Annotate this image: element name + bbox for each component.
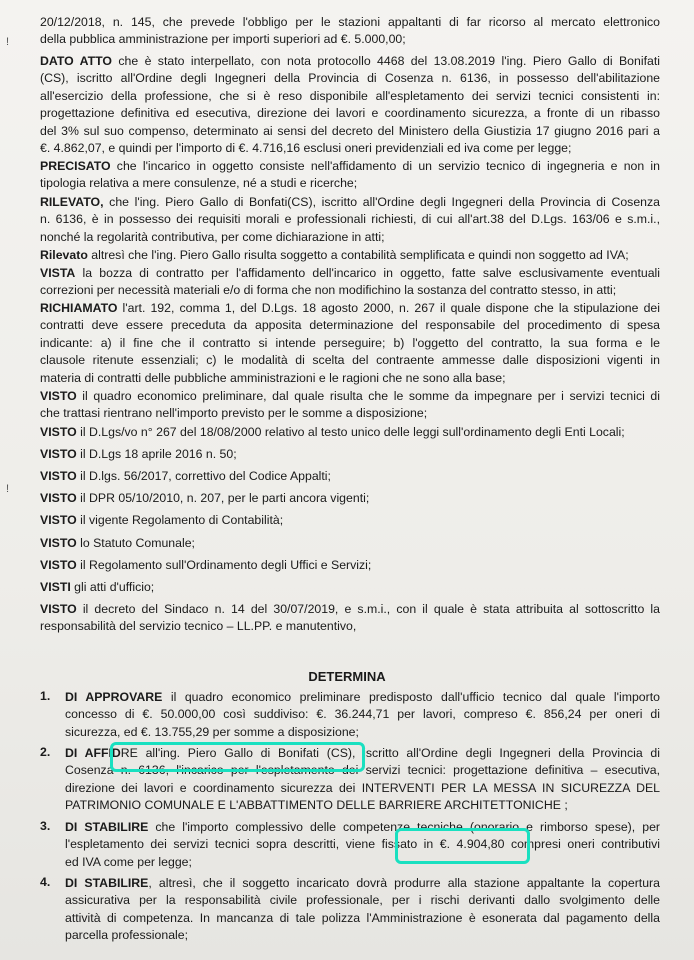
line-text: attività di competenza. In mancanza di tale polizza l'Amministrazione è esonerata dal pagamento della: [65, 910, 660, 925]
text-line: [40, 300, 660, 317]
line-text: contratti deve essere preceduta da apposita determinazione del responsabile del procedimento di spesa: [40, 318, 660, 333]
line-text: il D.Lgs 18 aprile 2016 n. 50;: [76, 447, 237, 461]
lead-keyword: RILEVATO,: [40, 195, 104, 209]
text-line: [40, 405, 660, 422]
item-number: 4.: [40, 875, 51, 889]
paragraph: [40, 424, 660, 441]
line-text: ed IVA come per legge;: [65, 854, 192, 869]
text-line: [65, 706, 660, 723]
line-text: assicurativa per la responsabilità civile professionale, per i rischi derivanti dallo svolgimento delle: [65, 893, 660, 908]
determina-item: [65, 689, 660, 741]
highlight-box-amount: [395, 828, 530, 864]
text-line: [65, 854, 660, 871]
lead-keyword: VISTO: [40, 425, 77, 439]
text-line: [40, 352, 660, 369]
line-text: materia di contratti delle pubbliche amministrazioni e le ragioni che ne sono alla base;: [40, 370, 506, 385]
lead-keyword: VISTO: [40, 447, 77, 461]
text-line: [40, 468, 660, 485]
line-text: RE all'ing. Piero Gallo di Bonifati (CS), iscritto all'Ordine degli Ingegneri della Provincia di: [120, 746, 660, 760]
line-text: della pubblica amministrazione per importi superiori ad €. 5.000,00;: [40, 32, 406, 47]
lead-keyword: DI STABILIRE: [65, 876, 149, 890]
line-text: che l'importo complessivo delle competenze tecniche (onorario e rimborso spese), per: [148, 820, 661, 834]
text-line: [40, 335, 660, 352]
paragraph: [40, 300, 660, 387]
text-line: [65, 780, 660, 797]
lead-keyword: VISTA: [40, 266, 76, 280]
lead-keyword: VISTO: [40, 602, 77, 616]
item-number: 3.: [40, 819, 51, 833]
paragraph: [40, 247, 660, 264]
paragraph: [40, 53, 660, 157]
paragraph: [40, 601, 660, 636]
paragraph: [40, 194, 660, 246]
line-text: n. 6136, è in possesso dei requisiti morali e professionali richiesti, di cui all'art.38 del D.Lgs. 163/06 e s.m.i.,: [40, 212, 660, 227]
item-number: 1.: [40, 689, 51, 703]
line-text: del 3% sul suo compenso, determinato ai sensi del decreto del Ministero della Giustizia 17 giugno 2016 pari a: [40, 123, 660, 138]
paragraph: [40, 512, 660, 529]
lead-keyword: VISTO: [40, 513, 77, 527]
determina-title: DETERMINA: [308, 669, 386, 684]
text-line: [40, 424, 660, 441]
text-line: [40, 140, 660, 157]
line-text: il D.Lgs/vo n° 267 del 18/08/2000 relativo al testo unico delle leggi sull'ordinamento degli Enti Locali;: [76, 425, 625, 439]
line-text: sicurezza, ed €. 13.755,29 per somme a disposizione;: [65, 724, 359, 739]
margin-mark: !: [6, 36, 10, 48]
determina-item: [65, 875, 660, 945]
line-text: il quadro economico preliminare predisposto dall'ufficio tecnico dal quale l'importo: [162, 690, 660, 704]
text-line: [65, 689, 660, 706]
lead-keyword: RICHIAMATO: [40, 301, 118, 315]
lead-keyword: VISTO: [40, 491, 77, 505]
line-text: il quadro economico preliminare, dal quale risulta che le somme da impegnare per i servizi tecnici di: [76, 389, 660, 403]
paragraph: [40, 579, 660, 596]
line-text: altresì che l'ing. Piero Gallo risulta soggetto a contabilità semplificata e quindi non soggetto ad IVA;: [87, 248, 629, 262]
text-line: [65, 875, 660, 892]
lead-keyword: DI AFFID: [65, 746, 121, 760]
text-line: [40, 265, 660, 282]
line-text: l'art. 192, comma 1, del D.Lgs. 18 agosto 2000, n. 267 il quale dispone che la stipulazione dei: [117, 301, 660, 315]
item-number: 2.: [40, 745, 51, 759]
line-text: 20/12/2018, n. 145, che prevede l'obbligo per le stazioni appaltanti di far ricorso al mercato elettronico: [40, 15, 660, 29]
paragraph: [40, 14, 660, 49]
lead-keyword: DI STABILIRE: [65, 820, 149, 834]
highlight-box-affidare: [110, 742, 365, 772]
text-line: [40, 512, 660, 529]
lead-keyword: VISTO: [40, 389, 77, 403]
paragraph: [40, 158, 660, 193]
line-text: nonché la regolarità contributiva, per come dichiarazione in atti;: [40, 229, 385, 244]
text-line: [40, 282, 660, 299]
line-text: parcella professionale;: [65, 928, 189, 943]
line-text: il vigente Regolamento di Contabilità;: [76, 513, 284, 527]
line-text: €. 4.862,07, e quindi per l'importo di €. 4.716,16 esclusi oneri previdenziali ed iva come per legge;: [40, 141, 572, 156]
text-line: [40, 123, 660, 140]
text-line: [40, 211, 660, 228]
paragraph: [40, 490, 660, 507]
lead-keyword: DATO ATTO: [40, 54, 112, 68]
text-line: [40, 247, 660, 264]
line-text: responsabilità del servizio tecnico – LL.PP. e manutentivo,: [40, 619, 357, 634]
line-text: tipologia relativa a mere consulenze, né a studi e ricerche;: [40, 176, 358, 191]
text-line: [65, 910, 660, 927]
paragraph: [40, 446, 660, 463]
text-line: [40, 88, 660, 105]
line-text: il D.lgs. 56/2017, correttivo del Codice Appalti;: [76, 469, 331, 483]
text-line: [40, 446, 660, 463]
text-line: [40, 579, 660, 596]
text-line: [40, 388, 660, 405]
text-line: [65, 892, 660, 909]
line-text: il Regolamento sull'Ordinamento degli Uffici e Servizi;: [76, 558, 372, 572]
line-text: gli atti d'ufficio;: [70, 580, 155, 594]
line-text: che l'incarico in oggetto consiste nell'affidamento di un servizio tecnico di ingegneria e non in: [110, 159, 660, 173]
text-line: [65, 797, 660, 814]
line-text: la bozza di contratto per l'affidamento dell'incarico in oggetto, fatte salve esclusivamente eventuali: [75, 266, 660, 280]
line-text: che è stato interpellato, con nota protocollo 4468 del 13.08.2019 l'ing. Piero Gallo di Bonifati: [111, 54, 660, 68]
text-line: [40, 601, 660, 618]
text-line: [65, 724, 660, 741]
lead-keyword: Rilevato: [40, 248, 88, 262]
paragraph: [40, 535, 660, 552]
line-text: correzioni per necessità materiali e/o di forma che non modifichino la sostanza del contratto stesso, in atti;: [40, 283, 617, 298]
line-text: indicante: a) il fine che il contratto si intende perseguire; b) l'oggetto del contratto, la sua forma e le: [40, 335, 660, 350]
text-line: [40, 175, 660, 192]
text-line: [40, 105, 660, 122]
lead-keyword: VISTO: [40, 536, 77, 550]
text-line: [65, 836, 660, 853]
line-text: il DPR 05/10/2010, n. 207, per le parti ancora vigenti;: [76, 491, 370, 505]
line-text: che l'ing. Piero Gallo di Bonfati(CS), iscritto all'Ordine degli Ingegneri della Provincia di Cosenza: [103, 195, 660, 209]
line-text: Cosenza n. 6136, l'incarico per l'espletamento dei servizi tecnici: progettazione definitiva – esecutiva,: [65, 763, 660, 778]
text-line: [40, 31, 660, 48]
lead-keyword: PRECISATO: [40, 159, 111, 173]
text-line: [40, 158, 660, 175]
lead-keyword: VISTO: [40, 469, 77, 483]
margin-mark: !: [6, 483, 10, 495]
paragraph: [40, 557, 660, 574]
text-line: [40, 229, 660, 246]
line-text: che trattasi rientrano nell'importo previsto per le somme a disposizione;: [40, 406, 428, 421]
text-line: [40, 490, 660, 507]
line-text: all'esercizio della professione, che si è reso disponibile all'espletamento dei servizi tecnici consistenti in:: [40, 88, 660, 103]
line-text: il decreto del Sindaco n. 14 del 30/07/2019, e s.m.i., con il quale è stata attribuita al sottoscritto la: [76, 602, 660, 616]
paragraph: [40, 265, 660, 300]
lead-keyword: DI APPROVARE: [65, 690, 163, 704]
text-line: [65, 819, 660, 836]
text-line: [40, 535, 660, 552]
line-text: progettazione definitiva ed esecutiva, direzione dei lavori e coordinamento sicurezza, a fronte di un ribasso: [40, 106, 660, 121]
line-text: direzione dei lavori e coordinamento sicurezza dei INTERVENTI PER LA MESSA IN SICUREZZA DEL: [65, 780, 660, 795]
line-text: clausole ritenute essenziali; c) le modalità di scelta del contraente ammesse dalle disposizioni vigenti in: [40, 353, 660, 368]
text-line: [40, 618, 660, 635]
paragraph: [40, 468, 660, 485]
text-line: [40, 557, 660, 574]
paragraph: [40, 388, 660, 423]
text-line: [40, 53, 660, 70]
determina-item: [65, 819, 660, 871]
line-text: (CS), iscritto all'Ordine degli Ingegneri della Provincia di Cosenza n. 6136, in possesso dell'abilitazione: [40, 71, 660, 86]
lead-keyword: VISTI: [40, 580, 71, 594]
text-line: [40, 70, 660, 87]
line-text: PATRIMONIO COMUNALE E L'ABBATTIMENTO DELLE BARRIERE ARCHITETTONICHE ;: [65, 798, 568, 813]
text-line: [65, 927, 660, 944]
line-text: l'espletamento dei servizi tecnici sopra descritti, viene fissato in €. 4.904,80 compresi oneri contributivi: [65, 837, 660, 852]
line-text: , altresì, che il soggetto incaricato dovrà produrre alla stazione appaltante la copertura: [148, 876, 660, 890]
text-line: [40, 194, 660, 211]
line-text: concesso di €. 50.000,00 così suddiviso: €. 36.244,71 per lavori, compreso €. 856,24 per oneri di: [65, 707, 660, 722]
lead-keyword: VISTO: [40, 558, 77, 572]
line-text: lo Statuto Comunale;: [76, 536, 195, 550]
text-line: [40, 14, 660, 31]
text-line: [40, 370, 660, 387]
text-line: [40, 317, 660, 334]
